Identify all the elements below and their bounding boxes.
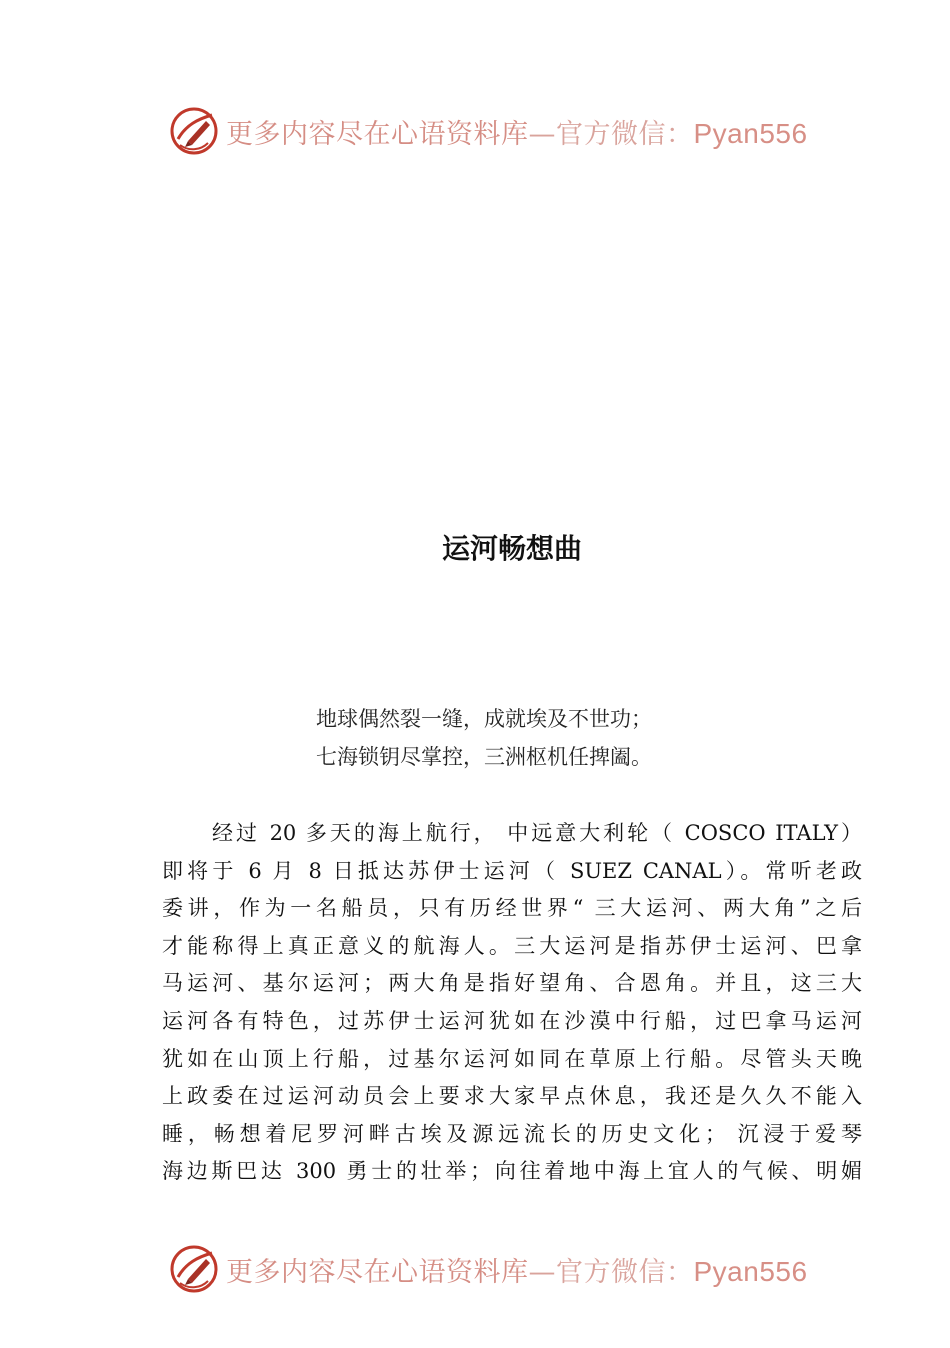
- paragraph-line: 委讲，作为一名船员，只有历经世界“ 三大运河、两大角”之后: [162, 896, 862, 921]
- paragraph-line: 海边斯巴达 300 勇士的壮举；向往着地中海上宜人的气候、明媚: [162, 1159, 862, 1184]
- pen-seal-icon: [168, 1243, 220, 1295]
- poem: [316, 700, 736, 776]
- paragraph-line: 马运河、基尔运河；两大角是指好望角、合恩角。并且，这三大: [162, 971, 862, 996]
- watermark-wechat-label: 官方微信：: [556, 1256, 694, 1288]
- watermark-separator: —: [528, 1256, 556, 1288]
- watermark-text: [226, 112, 808, 151]
- watermark-header: [168, 103, 868, 159]
- paragraph-line: 犹如在山顶上行船，过基尔运河如同在草原上行船。尽管头天晚: [162, 1046, 862, 1071]
- pen-seal-icon: [168, 105, 220, 157]
- watermark-wechat-id: Pyan556: [693, 1255, 808, 1287]
- paragraph-line: 上政委在过运河动员会上要求大家早点休息，我还是久久不能入: [162, 1084, 862, 1109]
- paragraph-line: 经过 20 多天的海上航行， 中远意大利轮（ COSCO ITALY）: [212, 821, 862, 845]
- watermark-wechat-id: Pyan556: [693, 117, 808, 149]
- watermark-wechat-label: 官方微信：: [556, 118, 694, 150]
- page-title: 运河畅想曲: [441, 532, 582, 565]
- paragraph-line: 才能称得上真正意义的航海人。三大运河是指苏伊士运河、巴拿: [162, 933, 862, 958]
- watermark-footer: [168, 1241, 868, 1297]
- watermark-text: [226, 1250, 808, 1289]
- watermark-brand: 更多内容尽在心语资料库: [226, 118, 529, 150]
- watermark-separator: —: [528, 118, 556, 150]
- watermark-brand: 更多内容尽在心语资料库: [226, 1256, 529, 1288]
- body-paragraph: [162, 815, 862, 1191]
- paragraph-line: 运河各有特色，过苏伊士运河犹如在沙漠中行船，过巴拿马运河: [162, 1008, 862, 1033]
- poem-line: 七海锁钥尽掌控，三洲枢机任捭阖。: [316, 745, 652, 769]
- paragraph-line: 即将于 6 月 8 日抵达苏伊士运河（ SUEZ CANAL）。常听老政: [162, 858, 862, 883]
- paragraph-line: 睡，畅想着尼罗河畔古埃及源远流长的历史文化； 沉浸于爱琴: [162, 1121, 862, 1146]
- poem-line: 地球偶然裂一缝，成就埃及不世功；: [316, 707, 652, 731]
